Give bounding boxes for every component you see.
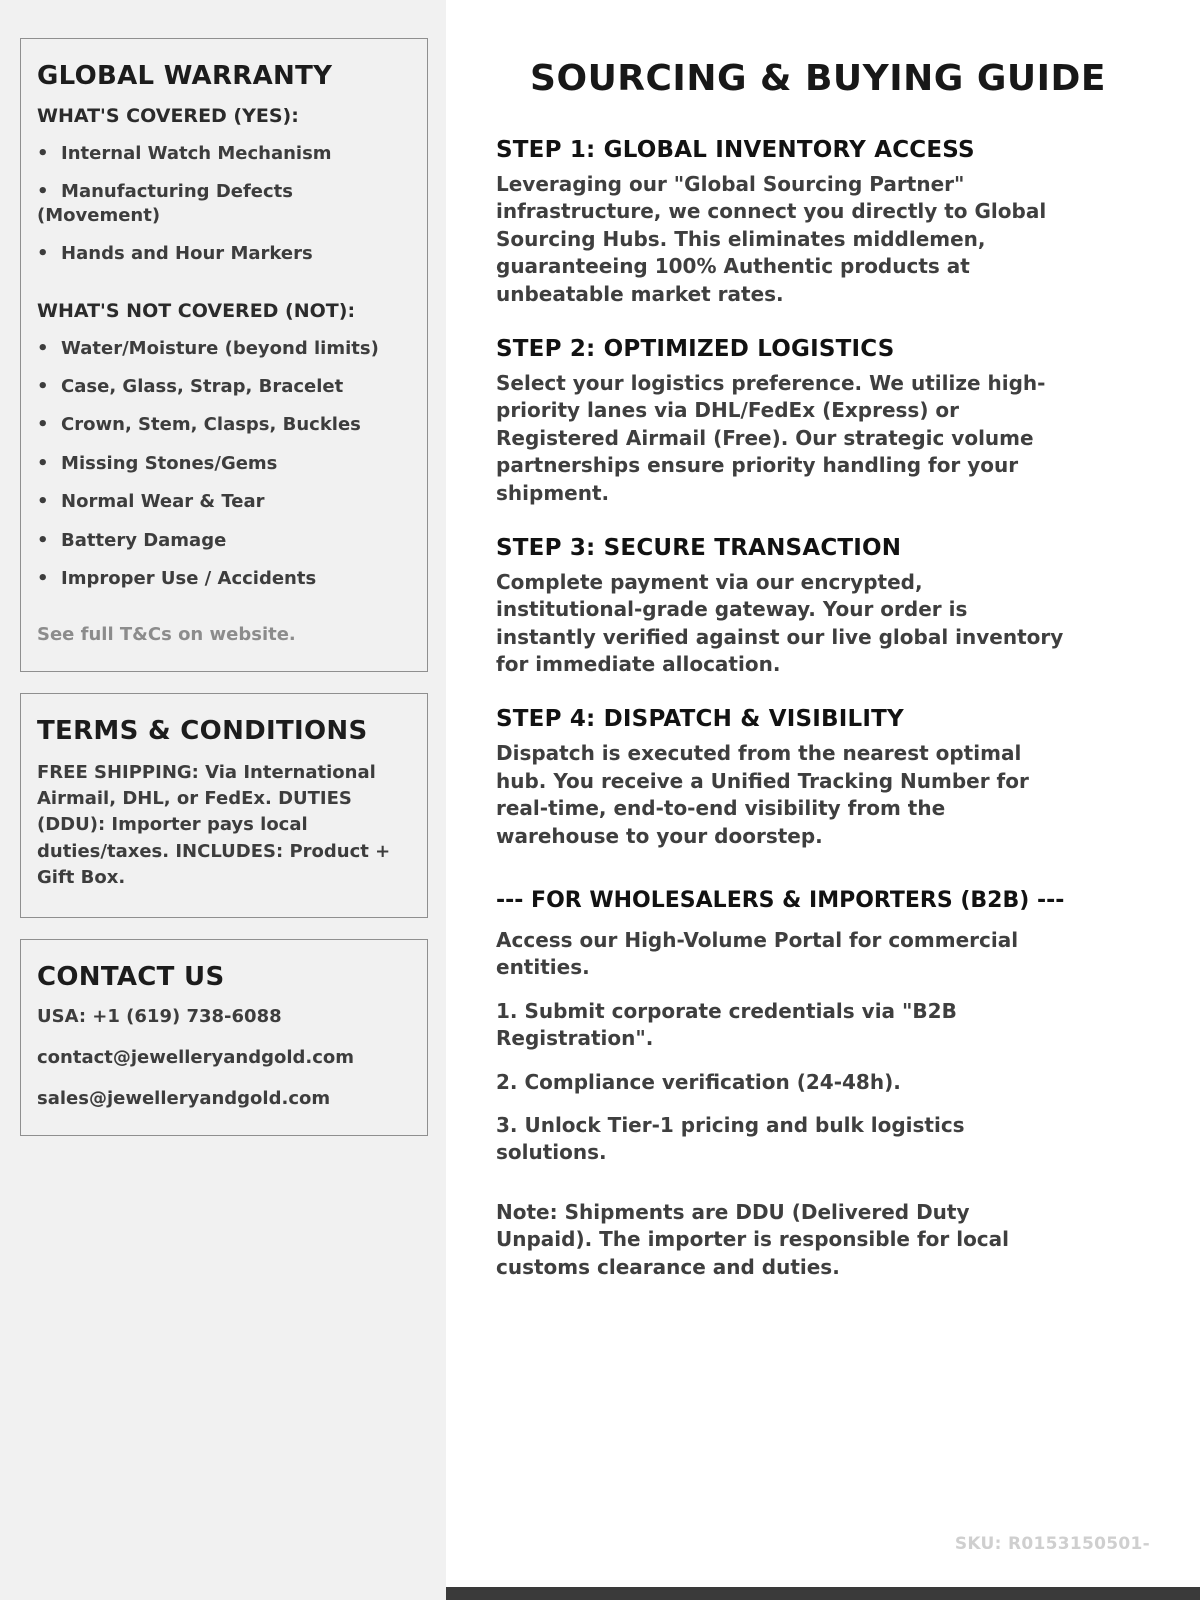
bottom-bar	[446, 1587, 1200, 1600]
warranty-covered-item: • Internal Watch Mechanism	[37, 142, 411, 165]
warranty-footnote: See full T&Cs on website.	[37, 624, 296, 646]
b2b-section	[496, 888, 1140, 1281]
b2b-intro: Access our High-Volume Portal for commercial entities.	[496, 928, 1019, 980]
step-3-body: Complete payment via our encrypted, institutional-grade gateway. Your order is instantly verified against our live global inventory for immediate allocation.	[496, 569, 1064, 677]
terms-box	[20, 693, 428, 917]
step-3	[496, 535, 1076, 679]
contact-title: CONTACT US	[37, 961, 225, 992]
warranty-not-covered-item: • Normal Wear & Tear	[37, 490, 411, 513]
step-2-body: Select your logistics preference. We utilize high-priority lanes via DHL/FedEx (Express) or Registered Airmail (Free). Our strategic volume partnerships ensure priority handling for your shipment.	[496, 370, 1046, 505]
step-3-heading: STEP 3: SECURE TRANSACTION	[496, 534, 902, 561]
warranty-covered-list	[37, 142, 411, 266]
terms-body: FREE SHIPPING: Via International Airmail, DHL, or FedEx. DUTIES (DDU): Importer pays local duties/taxes. INCLUDES: Product + Gift Box.	[37, 762, 391, 888]
contact-email-primary: contact@jewelleryandgold.com	[37, 1046, 355, 1068]
sidebar	[0, 0, 446, 1600]
b2b-note: Note: Shipments are DDU (Delivered Duty Unpaid). The importer is responsible for local customs clearance and duties.	[496, 1199, 1010, 1279]
warranty-box	[20, 38, 428, 672]
step-4-heading: STEP 4: DISPATCH & VISIBILITY	[496, 706, 904, 733]
warranty-not-covered-item: • Case, Glass, Strap, Bracelet	[37, 375, 411, 398]
warranty-not-covered-list	[37, 337, 411, 591]
warranty-not-covered-item: • Battery Damage	[37, 529, 411, 552]
warranty-not-covered-item: • Water/Moisture (beyond limits)	[37, 337, 411, 360]
step-4-body: Dispatch is executed from the nearest optimal hub. You receive a Unified Tracking Number for real-time, end-to-end visibility from the warehouse to your doorstep.	[496, 741, 1029, 848]
contact-box	[20, 939, 428, 1136]
step-2-heading: STEP 2: OPTIMIZED LOGISTICS	[496, 335, 895, 362]
warranty-title: GLOBAL WARRANTY	[37, 61, 333, 91]
step-1-heading: STEP 1: GLOBAL INVENTORY ACCESS	[496, 137, 975, 163]
warranty-not-covered-item: • Crown, Stem, Clasps, Buckles	[37, 413, 411, 436]
sku-label: SKU: R0153150501-	[954, 1534, 1150, 1554]
b2b-item: 2. Compliance verification (24-48h).	[496, 1069, 901, 1094]
step-4	[496, 706, 1076, 850]
step-2	[496, 336, 1076, 507]
b2b-heading: --- FOR WHOLESALERS & IMPORTERS (B2B) ---	[496, 888, 1065, 914]
contact-phone: USA: +1 (619) 738-6088	[37, 1005, 282, 1027]
warranty-covered-item: • Manufacturing Defects (Movement)	[37, 180, 411, 227]
warranty-not-covered-title: WHAT'S NOT COVERED (NOT):	[37, 299, 356, 322]
warranty-covered-item: • Hands and Hour Markers	[37, 242, 411, 265]
step-1	[496, 137, 1076, 308]
page-title: SOURCING & BUYING GUIDE	[530, 58, 1106, 99]
warranty-not-covered-item: • Improper Use / Accidents	[37, 567, 411, 590]
terms-title: TERMS & CONDITIONS	[37, 716, 368, 747]
contact-email-sales: sales@jewelleryandgold.com	[37, 1087, 331, 1109]
main-content	[446, 0, 1200, 1600]
b2b-item: 1. Submit corporate credentials via "B2B Registration".	[496, 998, 957, 1051]
step-1-body: Leveraging our "Global Sourcing Partner" infrastructure, we connect you directly to Global Sourcing Hubs. This eliminates middlemen, guaranteeing 100% Authentic products at unbeatable market rates.	[496, 172, 1047, 306]
warranty-covered-title: WHAT'S COVERED (YES):	[37, 105, 299, 127]
warranty-not-covered-item: • Missing Stones/Gems	[37, 452, 411, 475]
b2b-item: 3. Unlock Tier-1 pricing and bulk logistics solutions.	[496, 1112, 965, 1165]
